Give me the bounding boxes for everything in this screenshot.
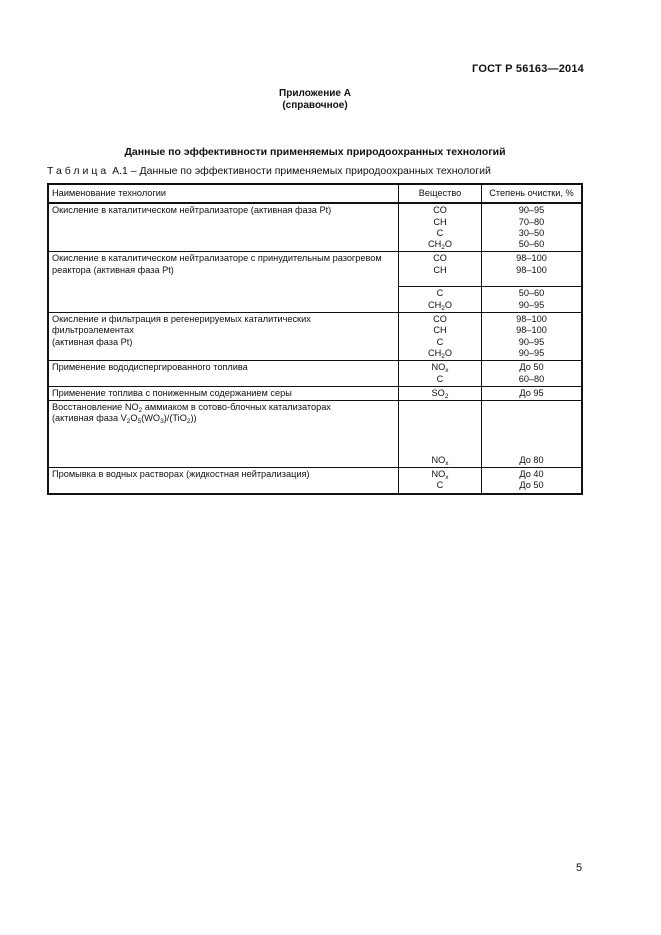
substance: CH — [433, 216, 447, 227]
rate: До 50 — [519, 362, 544, 373]
appendix-subtitle: (справочное) — [282, 100, 348, 111]
caption-text: А.1 – Данные по эффективности применяемых природоохранных технологий — [109, 165, 491, 177]
rate-cell — [482, 401, 583, 468]
rate: До 80 — [519, 454, 544, 465]
rate-cell — [482, 468, 583, 494]
rate-cell — [482, 386, 583, 400]
technology-cell: Применение топлива с пониженным содержанием серы — [48, 386, 399, 400]
substance-cell — [399, 401, 482, 468]
substance: $NO_x$ — [431, 469, 449, 482]
appendix-title: Приложение А — [279, 88, 351, 99]
substance: CO — [433, 205, 447, 216]
technology-cell: Окисление в каталитическом нейтрализаторе (активная фаза Pt) — [48, 203, 399, 252]
substance: C — [436, 480, 444, 491]
section-heading: Данные по эффективности применяемых природоохранных технологий — [124, 146, 506, 158]
appendix-label — [0, 88, 630, 112]
table-row — [48, 361, 582, 387]
data-table — [47, 183, 583, 495]
rate-cell — [482, 203, 583, 252]
table-row — [48, 386, 582, 400]
rate: 90–95 — [518, 336, 545, 347]
rate: До 40 — [519, 469, 544, 480]
technology-line: (активная фаза Pt) — [52, 336, 133, 347]
rate: 98–100 — [516, 314, 547, 325]
rate-cell — [482, 287, 583, 313]
substance: $NO_x$ — [431, 454, 449, 467]
rate: 98–100 — [516, 253, 547, 264]
substance: $SO_2$ — [431, 387, 449, 400]
substance-cell — [399, 468, 482, 494]
substance-cell — [399, 361, 482, 387]
rate-cell — [482, 313, 583, 361]
substance: $CH_2O$ — [427, 299, 453, 312]
substance-cell — [399, 203, 482, 252]
header-technology: Наименование технологии — [48, 184, 399, 203]
substance: C — [436, 336, 444, 347]
rate: 50–60 — [518, 288, 545, 299]
rate-cell — [482, 252, 583, 287]
technology-line: фильтроэлементах — [52, 325, 134, 336]
substance: CH — [433, 325, 447, 336]
rate: 98–100 — [516, 264, 547, 275]
substance: C — [436, 227, 444, 238]
substance-cell — [399, 252, 482, 287]
technology-cell: Применение вододиспергированного топлива — [48, 361, 399, 387]
table-row — [48, 252, 582, 287]
rate: 70–80 — [518, 216, 545, 227]
rate-cell — [482, 361, 583, 387]
substance: CO — [433, 253, 447, 264]
rate: 90–95 — [518, 205, 545, 216]
table-header-row — [48, 184, 582, 203]
table-caption — [47, 165, 491, 177]
table-row — [48, 313, 582, 361]
header-rate: Степень очистки, % — [482, 184, 583, 203]
rate: 30–50 — [518, 227, 545, 238]
substance: $CH_2O$ — [427, 239, 453, 252]
technology-line: (активная фаза $V_2O_5(WO_3)/(TiO_2)$) — [52, 413, 197, 426]
rate: 50–60 — [518, 239, 545, 250]
technology-line: Восстановление $NO_2$ аммиаком в сотово-блочных катализаторах — [52, 402, 331, 415]
page-number: 5 — [576, 862, 583, 874]
substance-cell — [399, 287, 482, 313]
technology-line: Окисление и фильтрация в регенерируемых каталитических — [52, 314, 311, 325]
rate: 90–95 — [518, 299, 545, 310]
technology-cell — [48, 313, 399, 361]
rate: 98–100 — [516, 325, 547, 336]
rate: До 50 — [519, 480, 544, 491]
rate: 60–80 — [518, 373, 545, 384]
caption-prefix: Таблица — [47, 165, 110, 177]
substance-cell — [399, 386, 482, 400]
substance: $CH_2O$ — [427, 347, 453, 360]
table-row — [48, 401, 582, 468]
technology-cell — [48, 401, 399, 468]
substance: C — [436, 373, 444, 384]
substance: C — [436, 288, 444, 299]
substance: $NO_x$ — [431, 362, 449, 375]
substance: CO — [433, 314, 447, 325]
table-row — [48, 203, 582, 252]
rate: До 95 — [519, 387, 544, 398]
table-row — [48, 468, 582, 494]
technology-cell: Промывка в водных растворах (жидкостная нейтрализация) — [48, 468, 399, 494]
substance-cell — [399, 313, 482, 361]
technology-cell: Окисление в каталитическом нейтрализаторе с принудительным разогревом реактора (активная фаза Pt) — [48, 252, 399, 313]
rate: 90–95 — [518, 347, 545, 358]
header-substance: Вещество — [399, 184, 482, 203]
standard-number: ГОСТ Р 56163—2014 — [472, 63, 584, 75]
substance: CH — [433, 264, 447, 275]
